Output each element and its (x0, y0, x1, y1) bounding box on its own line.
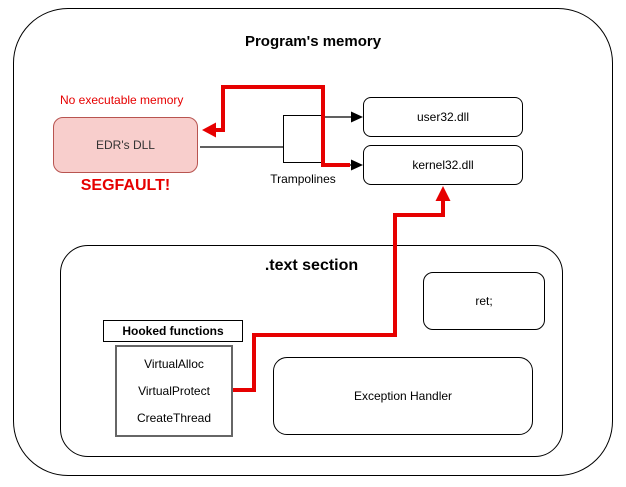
edr-dll-label: EDR's DLL (96, 138, 155, 152)
user32-dll-box (363, 97, 523, 137)
hooked-functions-header (103, 320, 243, 342)
user32-dll-label: user32.dll (416, 110, 470, 124)
hooked-functions-list (115, 345, 233, 437)
kernel32-dll-box (363, 145, 523, 185)
program-memory-title: Program's memory (244, 33, 382, 50)
hooked-function-virtualalloc: VirtualAlloc (144, 357, 204, 372)
trampolines-label: Trampolines (270, 172, 336, 186)
hooked-function-createthread: CreateThread (136, 410, 212, 425)
trampolines-box (283, 115, 323, 163)
segfault-label: SEGFAULT! (80, 177, 171, 194)
no-executable-memory-label: No executable memory (60, 93, 184, 107)
hooked-functions-header-label: Hooked functions (122, 324, 224, 338)
exception-handler-label: Exception Handler (353, 389, 453, 403)
kernel32-dll-label: kernel32.dll (412, 158, 474, 172)
edr-dll-box (53, 117, 198, 173)
text-section-title: .text section (264, 257, 359, 274)
ret-box (423, 272, 545, 330)
hooked-function-virtualprotect: VirtualProtect (138, 383, 210, 398)
ret-label: ret; (475, 294, 493, 308)
exception-handler-box (273, 357, 533, 435)
